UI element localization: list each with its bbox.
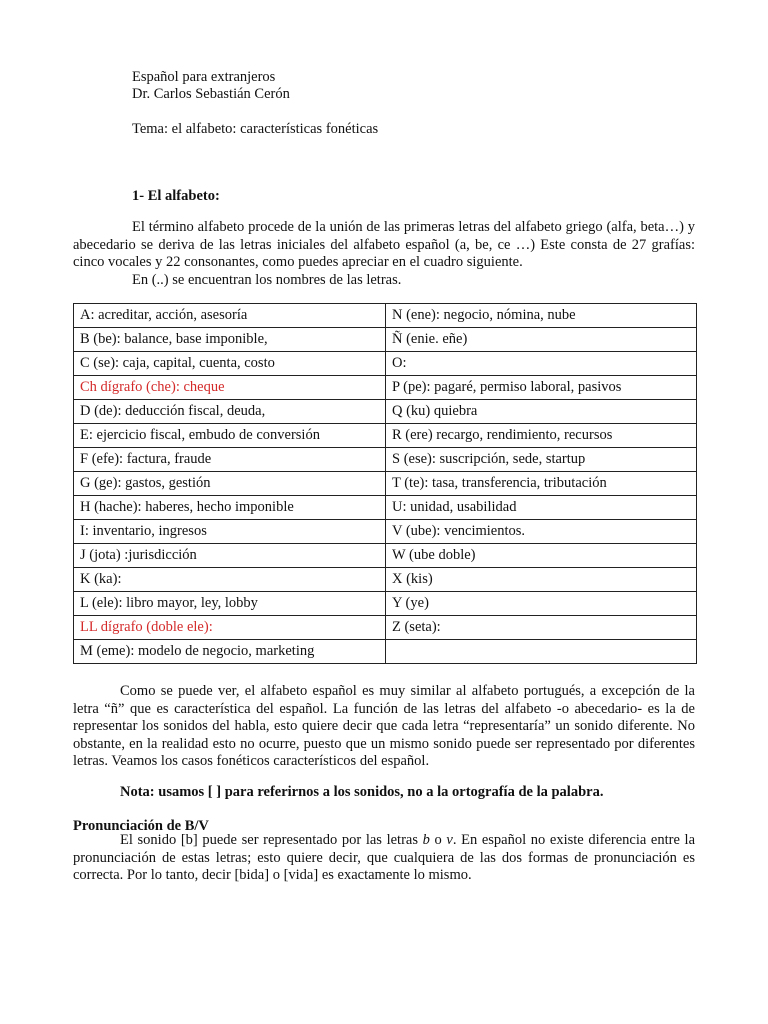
table-row xyxy=(74,544,697,568)
comparison-paragraph xyxy=(73,683,695,771)
section-heading-alfabeto: 1- El alfabeto: xyxy=(132,188,220,204)
table-row xyxy=(74,496,697,520)
table-cell-right: O: xyxy=(386,352,697,376)
bv-paragraph xyxy=(73,832,695,885)
table-cell-left: F (efe): factura, fraude xyxy=(74,448,386,472)
table-cell-left: LL dígrafo (doble ele): xyxy=(74,616,386,640)
table-cell-right: S (ese): suscripción, sede, startup xyxy=(386,448,697,472)
table-cell-left: J (jota) :jurisdicción xyxy=(74,544,386,568)
letter-v: v xyxy=(446,832,453,848)
table-cell-left: K (ka): xyxy=(74,568,386,592)
author-name: Dr. Carlos Sebastián Cerón xyxy=(132,86,290,102)
table-cell-right: Q (ku) quiebra xyxy=(386,400,697,424)
table-cell-right: T (te): tasa, transferencia, tributación xyxy=(386,472,697,496)
bv-paragraph-text: El sonido [b] puede ser representado por las letras b o v. En español no existe diferencia entre la pronunciación de estas letras; esto quiere decir, que cualquiera de las dos formas de pronunciación es correcta. Por lo tanto, decir [bida] o [vida] es exactamente lo mismo. xyxy=(73,832,696,883)
table-cell-left: G (ge): gastos, gestión xyxy=(74,472,386,496)
table-cell-left: H (hache): haberes, hecho imponible xyxy=(74,496,386,520)
table-cell-right: X (kis) xyxy=(386,568,697,592)
course-title: Español para extranjeros xyxy=(132,69,276,85)
table-row xyxy=(74,400,697,424)
comparison-paragraph-text: Como se puede ver, el alfabeto español es muy similar al alfabeto portugués, a excepción de la letra “ñ” que es característica del español. La función de las letras del alfabeto -o abecedario- es la de representar los sonidos del habla, esto quiere decir que cada letra “representaría” un sonido diferente. No obstante, en la realidad esto no ocurre, puesto que un mismo sonido puede ser representado por diferentes letras. Veamos los casos fonéticos característicos del español. xyxy=(73,683,695,769)
table-cell-right: R (ere) recargo, rendimiento, recursos xyxy=(386,424,697,448)
table-row xyxy=(74,472,697,496)
alphabet-table-body xyxy=(74,304,697,664)
table-cell-right: Z (seta): xyxy=(386,616,697,640)
table-cell-right: V (ube): vencimientos. xyxy=(386,520,697,544)
alphabet-table xyxy=(73,303,697,664)
table-cell-left: Ch dígrafo (che): cheque xyxy=(74,376,386,400)
table-cell-right: U: unidad, usabilidad xyxy=(386,496,697,520)
table-cell-left: B (be): balance, base imponible, xyxy=(74,328,386,352)
table-cell-left: E: ejercicio fiscal, embudo de conversión xyxy=(74,424,386,448)
table-cell-left: C (se): caja, capital, cuenta, costo xyxy=(74,352,386,376)
table-cell-right xyxy=(386,640,697,664)
table-row xyxy=(74,616,697,640)
topic-line: Tema: el alfabeto: características fonéticas xyxy=(132,121,379,137)
table-cell-left: I: inventario, ingresos xyxy=(74,520,386,544)
table-row xyxy=(74,424,697,448)
intro-paragraph-text: El término alfabeto procede de la unión de las primeras letras del alfabeto griego (alfa, beta…) y abecedario se deriva de las letras iniciales del alfabeto español (a, be, ce …) Este consta de 27 grafías: cinco vocales y 22 consonantes, como puedes apreciar en el cuadro siguiente. xyxy=(73,219,695,270)
table-row xyxy=(74,352,697,376)
section-heading-bv: Pronunciación de B/V xyxy=(73,818,209,834)
table-cell-left: A: acreditar, acción, asesoría xyxy=(74,304,386,328)
table-row xyxy=(74,592,697,616)
table-row xyxy=(74,328,697,352)
table-cell-left: D (de): deducción fiscal, deuda, xyxy=(74,400,386,424)
table-cell-right: P (pe): pagaré, permiso laboral, pasivos xyxy=(386,376,697,400)
table-row xyxy=(74,448,697,472)
table-cell-right: Ñ (enie. eñe) xyxy=(386,328,697,352)
table-cell-right: Y (ye) xyxy=(386,592,697,616)
table-intro-line: En (..) se encuentran los nombres de las letras. xyxy=(132,272,402,288)
table-row xyxy=(74,376,697,400)
letter-b: b xyxy=(422,832,430,848)
table-cell-right: W (ube doble) xyxy=(386,544,697,568)
table-cell-left: L (ele): libro mayor, ley, lobby xyxy=(74,592,386,616)
table-row xyxy=(74,640,697,664)
table-row xyxy=(74,568,697,592)
note-line: Nota: usamos [ ] para referirnos a los sonidos, no a la ortografía de la palabra. xyxy=(120,784,604,800)
table-cell-left: M (eme): modelo de negocio, marketing xyxy=(74,640,386,664)
intro-paragraph xyxy=(73,219,695,272)
table-row xyxy=(74,304,697,328)
table-cell-right: N (ene): negocio, nómina, nube xyxy=(386,304,697,328)
table-row xyxy=(74,520,697,544)
